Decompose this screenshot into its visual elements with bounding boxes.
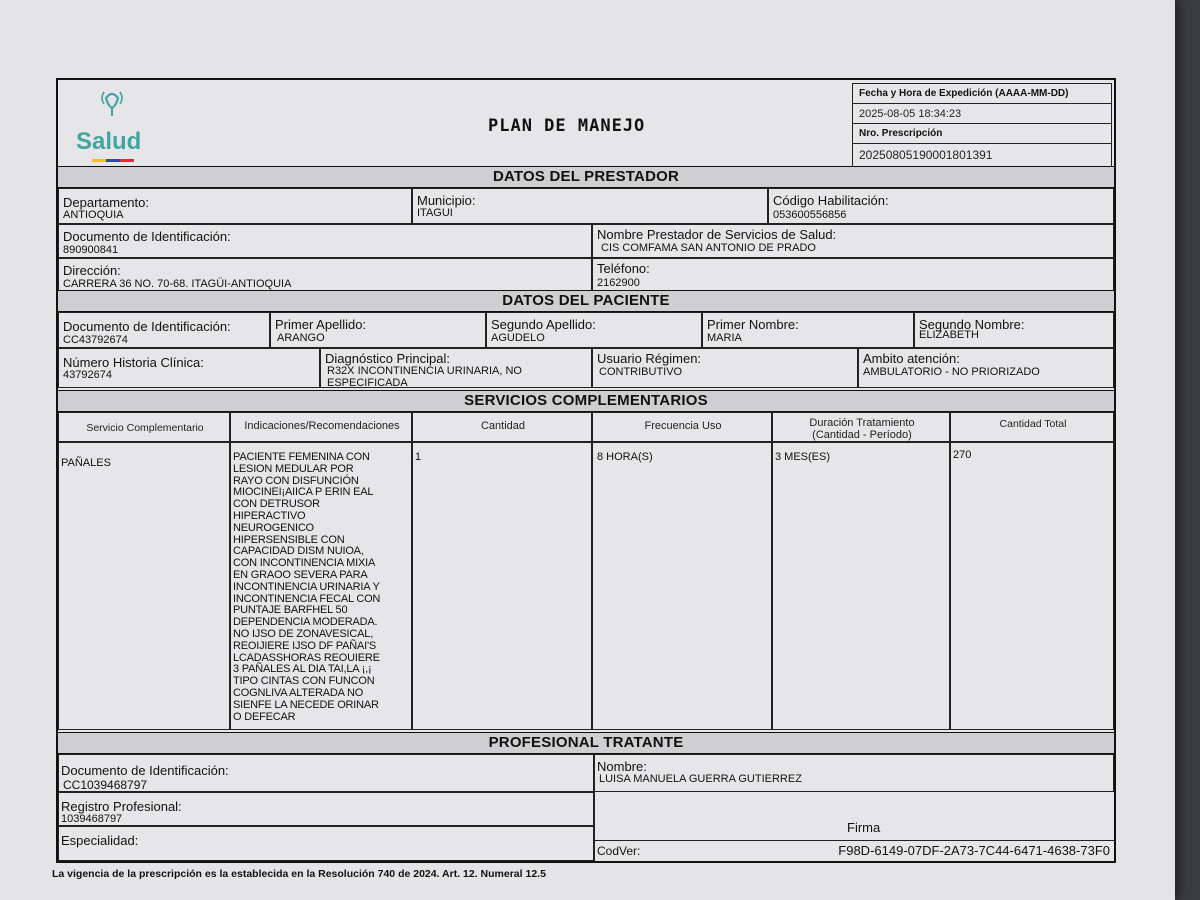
services-header-indications-label: Indicaciones/Recomendaciones	[244, 420, 400, 432]
patient-history-label: Número Historia Clínica:	[63, 355, 204, 370]
services-header-indications	[230, 412, 412, 442]
prescription-value-cell	[853, 144, 1111, 166]
patient-last1-value: ARANGO	[277, 332, 325, 344]
expedition-value: 2025-08-05 18:34:23	[859, 108, 962, 120]
provider-name-cell	[592, 224, 1114, 258]
provider-department-label: Departamento:	[63, 195, 149, 210]
services-header-service-label: Servicio Complementario	[86, 422, 204, 434]
services-cell-frequency	[592, 442, 772, 730]
patient-first2-label: Segundo Nombre:	[919, 317, 1025, 332]
footer-note: La vigencia de la prescripción es la establecida en la Resolución 740 de 2024. Art. 12. Numeral 12.5	[52, 868, 546, 880]
services-header-frequency	[592, 412, 772, 442]
patient-diagnosis-value-1: R32X INCONTINENCIA URINARIA, NO	[327, 365, 522, 377]
provider-habilitation-cell	[768, 188, 1114, 224]
patient-history-value: 43792674	[63, 369, 112, 381]
expedition-box	[852, 83, 1112, 167]
patient-regime-label: Usuario Régimen:	[597, 351, 702, 366]
services-row-service: PAÑALES	[61, 457, 111, 469]
professional-doc-cell	[58, 754, 594, 792]
patient-diagnosis-label: Diagnóstico Principal:	[325, 351, 451, 366]
patient-scope-value: AMBULATORIO - NO PRIORIZADO	[863, 366, 1040, 378]
patient-section-title: DATOS DEL PACIENTE	[58, 290, 1114, 312]
professional-name-value: LUISA MANUELA GUERRA GUTIERREZ	[599, 773, 802, 785]
patient-first2-cell	[914, 312, 1114, 348]
professional-name-label: Nombre:	[597, 759, 647, 774]
patient-first1-cell	[702, 312, 914, 348]
patient-last1-cell	[270, 312, 486, 348]
professional-signature-label: Firma	[847, 820, 881, 835]
patient-first1-label: Primer Nombre:	[707, 317, 799, 332]
patient-regime-cell	[592, 348, 858, 388]
professional-doc-value: CC1039468797	[63, 778, 148, 792]
provider-doc-cell	[58, 224, 592, 258]
provider-phone-label: Teléfono:	[597, 261, 650, 276]
patient-first2-value: ELIZABETH	[919, 329, 979, 341]
services-section-title: SERVICIOS COMPLEMENTARIOS	[58, 390, 1114, 412]
patient-last2-value: AGUDELO	[491, 332, 545, 344]
services-header-duration-label-1: Duración Tratamiento	[809, 417, 915, 429]
expedition-value-cell	[853, 104, 1111, 124]
services-cell-service	[58, 442, 230, 730]
services-header-frequency-label: Frecuencia Uso	[644, 420, 722, 432]
patient-last1-label: Primer Apellido:	[275, 317, 367, 332]
provider-municipality-cell	[412, 188, 768, 224]
services-cell-duration	[772, 442, 950, 730]
patient-doc-cell	[58, 312, 270, 348]
document-title: PLAN DE MANEJO	[488, 116, 646, 136]
professional-registry-cell	[58, 792, 594, 826]
salud-logo	[72, 86, 152, 164]
services-header-total-label: Cantidad Total	[999, 418, 1067, 430]
provider-doc-value: 890900841	[63, 244, 119, 256]
provider-habilitation-value: 053600556856	[773, 209, 847, 221]
professional-codver-cell	[594, 840, 1114, 861]
patient-doc-label: Documento de Identificación:	[63, 319, 231, 334]
patient-last2-label: Segundo Apellido:	[491, 317, 596, 332]
professional-registry-value: 1039468797	[61, 813, 123, 825]
provider-doc-label: Documento de Identificación:	[63, 229, 231, 244]
services-row-frequency: 8 HORA(S)	[597, 451, 653, 463]
patient-first1-value: MARIA	[707, 332, 742, 344]
patient-diagnosis-cell	[320, 348, 592, 388]
professional-codver-value: F98D-6149-07DF-2A73-7C44-6471-4638-73F0	[838, 843, 1110, 858]
provider-phone-cell	[592, 258, 1114, 292]
services-header-service	[58, 412, 230, 442]
services-header-quantity-label: Cantidad	[480, 420, 526, 432]
services-header-total	[950, 412, 1114, 442]
patient-scope-cell	[858, 348, 1114, 388]
prescription-label: Nro. Prescripción	[859, 128, 943, 139]
services-header-duration	[772, 412, 950, 442]
provider-municipality-value: ITAGUI	[417, 207, 453, 219]
provider-department-value: ANTIOQUIA	[63, 209, 124, 221]
services-cell-total	[950, 442, 1114, 730]
expedition-label-cell	[853, 84, 1111, 104]
provider-name-value: CIS COMFAMA SAN ANTONIO DE PRADO	[601, 242, 816, 254]
patient-doc-value: CC43792674	[63, 334, 128, 346]
prescription-label-cell	[853, 124, 1111, 144]
provider-habilitation-label: Código Habilitación:	[773, 193, 889, 208]
patient-diagnosis-value-2: ESPECIFICADA	[327, 377, 408, 389]
professional-name-cell	[594, 754, 1114, 792]
professional-specialty-cell	[58, 826, 594, 861]
patient-scope-label: Ambito atención:	[863, 351, 960, 366]
patient-history-cell	[58, 348, 320, 388]
services-cell-indications	[230, 442, 412, 730]
professional-specialty-label: Especialidad:	[61, 833, 139, 848]
services-header-quantity	[412, 412, 592, 442]
prescription-value: 20250805190001801391	[859, 148, 993, 162]
services-row-indications: PACIENTE FEMENINA CON LESION MEDULAR POR RAYO CON DISFUNCIÓN MIOCINEI¡AIICA P ERIN EAL CON DETRUSOR HIPERACTIVO NEUROGENICO HIPERSENSIBLE CON CAPACIDAD DISM NUIOA, CON INCONTINENCIA MIXIA EN GRAOO SEVERA PARA INCONTINENCIA URINARIA Y INCONTINENCIA FECAL CON PUNTAJE BARFHEL 50 DEPENDENCIA MODERADA. NO IJSO DE ZONAVESICAL, REOIJIERE IJSO DF PAÑAI'S LCADASSHORAS REOUIERE 3 PAÑALES AL DIA TAI,LA ¡,¡ TIPO CINTAS CON FUNCON COGNLIVA ALTERADA NO SIENFE LA NECEDE ORINAR O DEFECAR	[233, 451, 381, 723]
professional-signature-area	[594, 792, 1114, 840]
professional-section-title: PROFESIONAL TRATANTE	[58, 732, 1114, 754]
logo-text: Salud	[76, 128, 142, 155]
services-row-total: 270	[953, 449, 972, 461]
professional-registry-label: Registro Profesional:	[61, 799, 182, 814]
professional-codver-label: CodVer:	[597, 844, 641, 858]
expedition-label: Fecha y Hora de Expedición (AAAA-MM-DD)	[859, 88, 1069, 99]
services-header-duration-label-2: (Cantidad - Período)	[812, 429, 912, 441]
services-cell-quantity	[412, 442, 592, 730]
patient-last2-cell	[486, 312, 702, 348]
provider-name-label: Nombre Prestador de Servicios de Salud:	[597, 227, 837, 242]
provider-municipality-label: Municipio:	[417, 193, 476, 208]
provider-address-label: Dirección:	[63, 263, 121, 278]
provider-department-cell	[58, 188, 412, 224]
prescription-form	[56, 78, 1116, 863]
services-row-duration: 3 MES(ES)	[775, 451, 831, 463]
services-row-quantity: 1	[415, 451, 422, 463]
provider-section-title: DATOS DEL PRESTADOR	[58, 166, 1114, 188]
professional-doc-label: Documento de Identificación:	[61, 763, 229, 778]
provider-address-value: CARRERA 36 NO. 70-68. ITAGÜI-ANTIOQUIA	[63, 278, 292, 290]
provider-address-cell	[58, 258, 592, 292]
patient-regime-value: CONTRIBUTIVO	[599, 366, 683, 378]
provider-phone-value: 2162900	[597, 277, 640, 289]
